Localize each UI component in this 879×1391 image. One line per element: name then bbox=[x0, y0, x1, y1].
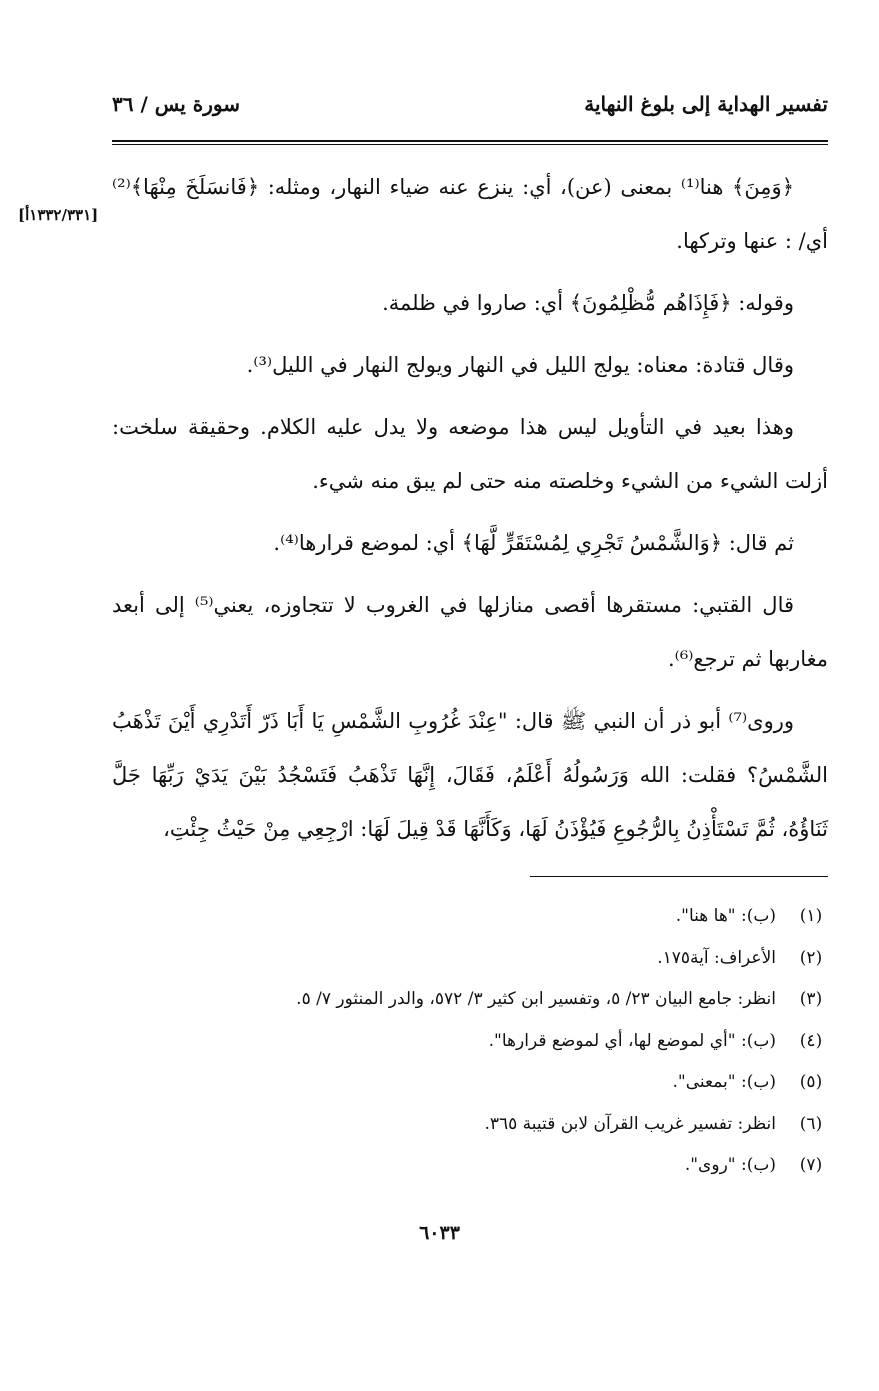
footnote-item bbox=[112, 938, 828, 980]
footnote-text: انظر: جامع البيان ٢٣/ ٥، وتفسير ابن كثير ٣/ ٥٧٢، والدر المنثور ٧/ ٥. bbox=[296, 989, 776, 1009]
footnote-number: (١) bbox=[799, 906, 823, 926]
surah-label: سورة يس / ٣٦ bbox=[112, 92, 240, 116]
footnote-text: (ب): "بمعنى". bbox=[672, 1072, 776, 1092]
footnote-item bbox=[112, 1104, 828, 1146]
paragraph: وقال قتادة: معناه: يولج الليل في النهار ويولج النهار في الليل⁽³⁾. bbox=[246, 353, 794, 377]
footnote-item bbox=[112, 979, 828, 1021]
footnote-separator bbox=[530, 876, 828, 877]
footnotes bbox=[112, 896, 828, 1187]
running-header bbox=[112, 92, 828, 116]
main-text bbox=[112, 160, 828, 864]
footnote-number: (٧) bbox=[799, 1155, 823, 1175]
paragraph: ثم قال: ﴿وَالشَّمْسُ تَجْرِي لِمُسْتَقَرٍّ لَّهَا﴾ أي: لموضع قرارها⁽⁴⁾. bbox=[273, 531, 794, 555]
footnote-number: (٢) bbox=[799, 947, 823, 968]
footnote-number: (٥) bbox=[799, 1072, 823, 1092]
page-number: ٦٠٣٣ bbox=[419, 1222, 460, 1244]
footnote-number: (٦) bbox=[799, 1113, 823, 1134]
footnote-item bbox=[112, 896, 828, 938]
book-title: تفسير الهداية إلى بلوغ النهاية bbox=[584, 92, 828, 116]
header-rule bbox=[112, 140, 828, 145]
footnote-text: انظر: تفسير غريب القرآن لابن قتيبة ٣٦٥. bbox=[484, 1113, 776, 1134]
footnote-text: الأعراف: آية١٧٥. bbox=[657, 947, 776, 968]
manuscript-folio-reference: [١٣٣٢/٣٣١أ] bbox=[18, 206, 99, 224]
footnote-text: (ب): "ها هنا". bbox=[675, 906, 776, 926]
paragraph: وهذا بعيد في التأويل ليس هذا موضعه ولا يدل عليه الكلام. وحقيقة سلخت: أزلت الشيء من الشيء وخلصته منه حتى لم يبق منه شيء. bbox=[112, 415, 828, 493]
footnote-text: (ب): "أي لموضع لها، أي لموضع قرارها". bbox=[488, 1030, 776, 1051]
footnote-item bbox=[112, 1021, 828, 1063]
footnote-number: (٣) bbox=[799, 989, 823, 1009]
footnote-text: (ب): "روى". bbox=[684, 1155, 776, 1175]
paragraph: وقوله: ﴿فَإِذَاهُم مُّظْلِمُونَ﴾ أي: صاروا في ظلمة. bbox=[382, 291, 794, 315]
footnote-item bbox=[112, 1062, 828, 1104]
paragraph: قال القتبي: مستقرها أقصى منازلها في الغروب لا تتجاوزه، يعني⁽⁵⁾ إلى أبعد مغاربها ثم ترجع⁽⁶⁾. bbox=[112, 593, 828, 671]
paragraph: وروى⁽⁷⁾ أبو ذر أن النبي ﷺ قال: "عِنْدَ غُرُوبِ الشَّمْسِ يَا أَبَا ذَرّ أَتَدْرِي أَيْنَ تَذْهَبُ الشَّمْسُ؟ فقلت: الله وَرَسُولُهُ أَعْلَمُ، فَقَالَ، إِنَّهَا تَذْهَبُ فَتَسْجُدُ بَيْنَ يَدَيْ رَبِّهَا جَلَّ ثَنَاؤُهُ، ثُمَّ تَسْتَأْذِنُ بِالرُّجُوعِ فَيُؤْذَنُ لَهَا، وَكَأَنَّهَا قَدْ قِيلَ لَهَا: ارْجِعِي مِنْ حَيْثُ جِئْتِ، bbox=[112, 709, 828, 841]
footnote-number: (٤) bbox=[799, 1030, 823, 1051]
footnote-item bbox=[112, 1145, 828, 1187]
paragraph: ﴿وَمِنَ﴾ هنا⁽¹⁾ بمعنى (عن)، أي: ينزع عنه ضياء النهار، ومثله: ﴿فَانسَلَخَ مِنْهَا﴾⁽²⁾ أي/ : عنها وتركها. bbox=[112, 175, 828, 253]
